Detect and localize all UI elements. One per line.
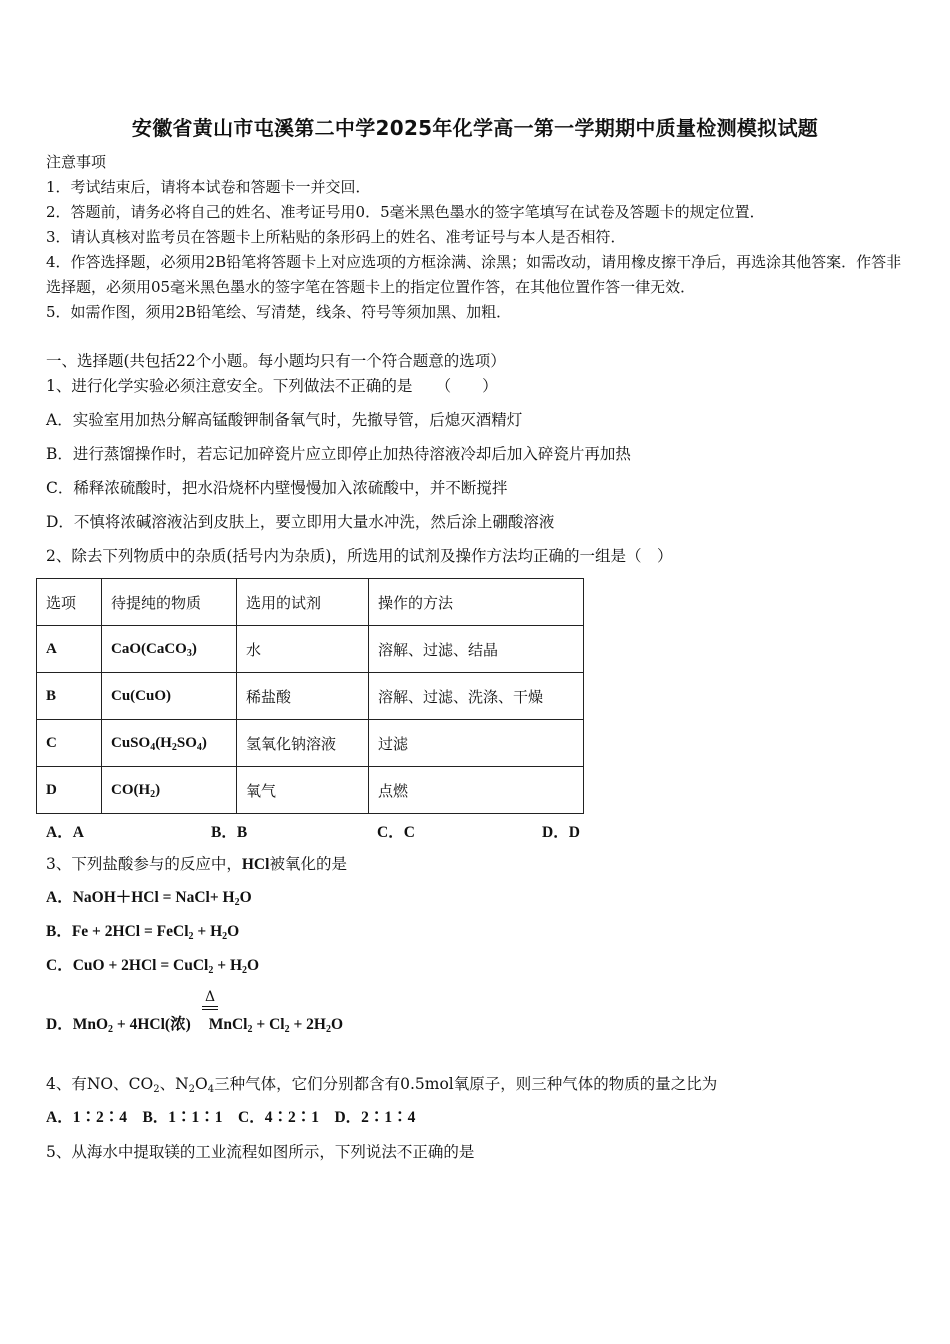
- q3-option-b: B．Fe + 2HCl = FeCl$_2$ + $H_2O$: [46, 923, 240, 942]
- q1-option-a: A．实验室用加热分解高锰酸钾制备氧气时，先撤导管，后熄灭酒精灯: [46, 411, 523, 429]
- table-cell-method: 过滤: [369, 720, 584, 767]
- section-heading: 一、选择题(共包括22个小题。每小题均只有一个符合题意的选项）: [46, 352, 506, 370]
- table-header-row: [37, 579, 584, 626]
- q2-answer-d: D．D: [542, 824, 580, 841]
- table-cell-option: A: [37, 626, 102, 673]
- table-header-cell: 待提纯的物质: [102, 579, 237, 626]
- table-header-cell: 选用的试剂: [237, 579, 369, 626]
- table-cell-substance: $CuSO_4(H_2SO_4)$: [102, 720, 237, 767]
- exam-title: 安徽省黄山市屯溪第二中学2025年化学高一第一学期期中质量检测模拟试题: [131, 116, 819, 140]
- table-cell-option: C: [37, 720, 102, 767]
- table-header-cell: 操作的方法: [369, 579, 584, 626]
- q3-option-d: D．MnO$_2$ + 4HCl(浓) MnCl$_2$ + $Cl_2 + 2H_2O$: [46, 1016, 344, 1035]
- table-cell-reagent: 水: [237, 626, 369, 673]
- q5-stem: 5、从海水中提取镁的工业流程如图所示，下列说法不正确的是: [46, 1143, 475, 1161]
- heating-condition-symbol: Δ: [202, 990, 218, 1010]
- q4-stem: 4、有NO、$CO_2$、$N_2O_4$三种气体，它们分别都含有0.5mol氧原子，则三种气体的物质的量之比为: [46, 1075, 718, 1095]
- table-row: [37, 673, 584, 720]
- table-cell-method: 溶解、过滤、结晶: [369, 626, 584, 673]
- table-cell-substance: CaO(CaCO$_3$): [102, 626, 237, 673]
- q4-options: A．1∶2∶4 B．1∶1∶1 C．4∶2∶1 D．2∶1∶4: [46, 1109, 416, 1126]
- table-row: [37, 626, 584, 673]
- table-cell-substance: Cu(CuO): [102, 673, 237, 720]
- q3-stem: 3、下列盐酸参与的反应中，HCl被氧化的是: [46, 855, 347, 873]
- notice-item-2: 2．答题前，请务必将自己的姓名、准考证号用0．5毫米黑色墨水的签字笔填写在试卷及答题卡的规定位置．: [46, 203, 765, 221]
- table-cell-substance: $CO(H_2)$: [102, 767, 237, 814]
- table-cell-reagent: 稀盐酸: [237, 673, 369, 720]
- table-header-cell: 选项: [37, 579, 102, 626]
- table-cell-option: B: [37, 673, 102, 720]
- table-row: [37, 767, 584, 814]
- q2-answer-a: A．A: [46, 824, 84, 841]
- q2-table: [36, 578, 584, 814]
- notice-item-4: 4．作答选择题，必须用2B铅笔将答题卡上对应选项的方框涂满、涂黑；如需改动，请用橡皮擦干净后，再选涂其他答案．作答非选择题，必须用05毫米黑色墨水的签字笔在答题卡上的指定位置作答，在其他位置作答一律无效．: [46, 253, 902, 296]
- table-cell-reagent: 氧气: [237, 767, 369, 814]
- q1-option-d: D．不慎将浓碱溶液沾到皮肤上，要立即用大量水冲洗，然后涂上硼酸溶液: [46, 513, 555, 531]
- table-cell-method: 点燃: [369, 767, 584, 814]
- q2-stem: 2、除去下列物质中的杂质(括号内为杂质)，所选用的试剂及操作方法均正确的一组是（ ）: [46, 547, 673, 565]
- q1-option-b: B．进行蒸馏操作时，若忘记加碎瓷片应立即停止加热待溶液冷却后加入碎瓷片再加热: [46, 445, 631, 463]
- q3-option-a: A．NaOH＋HCl = NaCl+ $H_2O$: [46, 889, 252, 908]
- table-row: [37, 720, 584, 767]
- table-cell-reagent: 氢氧化钠溶液: [237, 720, 369, 767]
- q1-stem: 1、进行化学实验必须注意安全。下列做法不正确的是 （ ）: [46, 377, 498, 395]
- q2-answer-c: C．C: [377, 824, 415, 841]
- q1-option-c: C．稀释浓硫酸时，把水沿烧杯内壁慢慢加入浓硫酸中，并不断搅拌: [46, 479, 508, 497]
- notice-item-1: 1．考试结束后，请将本试卷和答题卡一并交回．: [46, 178, 371, 196]
- table-cell-method: 溶解、过滤、洗涤、干燥: [369, 673, 584, 720]
- table-cell-option: D: [37, 767, 102, 814]
- notice-item-3: 3．请认真核对监考员在答题卡上所粘贴的条形码上的姓名、准考证号与本人是否相符．: [46, 228, 626, 246]
- q2-answer-b: B．B: [211, 824, 248, 841]
- q3-option-c: C．CuO + 2HCl = CuCl$_2$ + $H_2O$: [46, 957, 260, 976]
- notice-heading: 注意事项: [46, 153, 107, 171]
- notice-item-5: 5．如需作图，须用2B铅笔绘、写清楚，线条、符号等须加黑、加粗．: [46, 303, 512, 321]
